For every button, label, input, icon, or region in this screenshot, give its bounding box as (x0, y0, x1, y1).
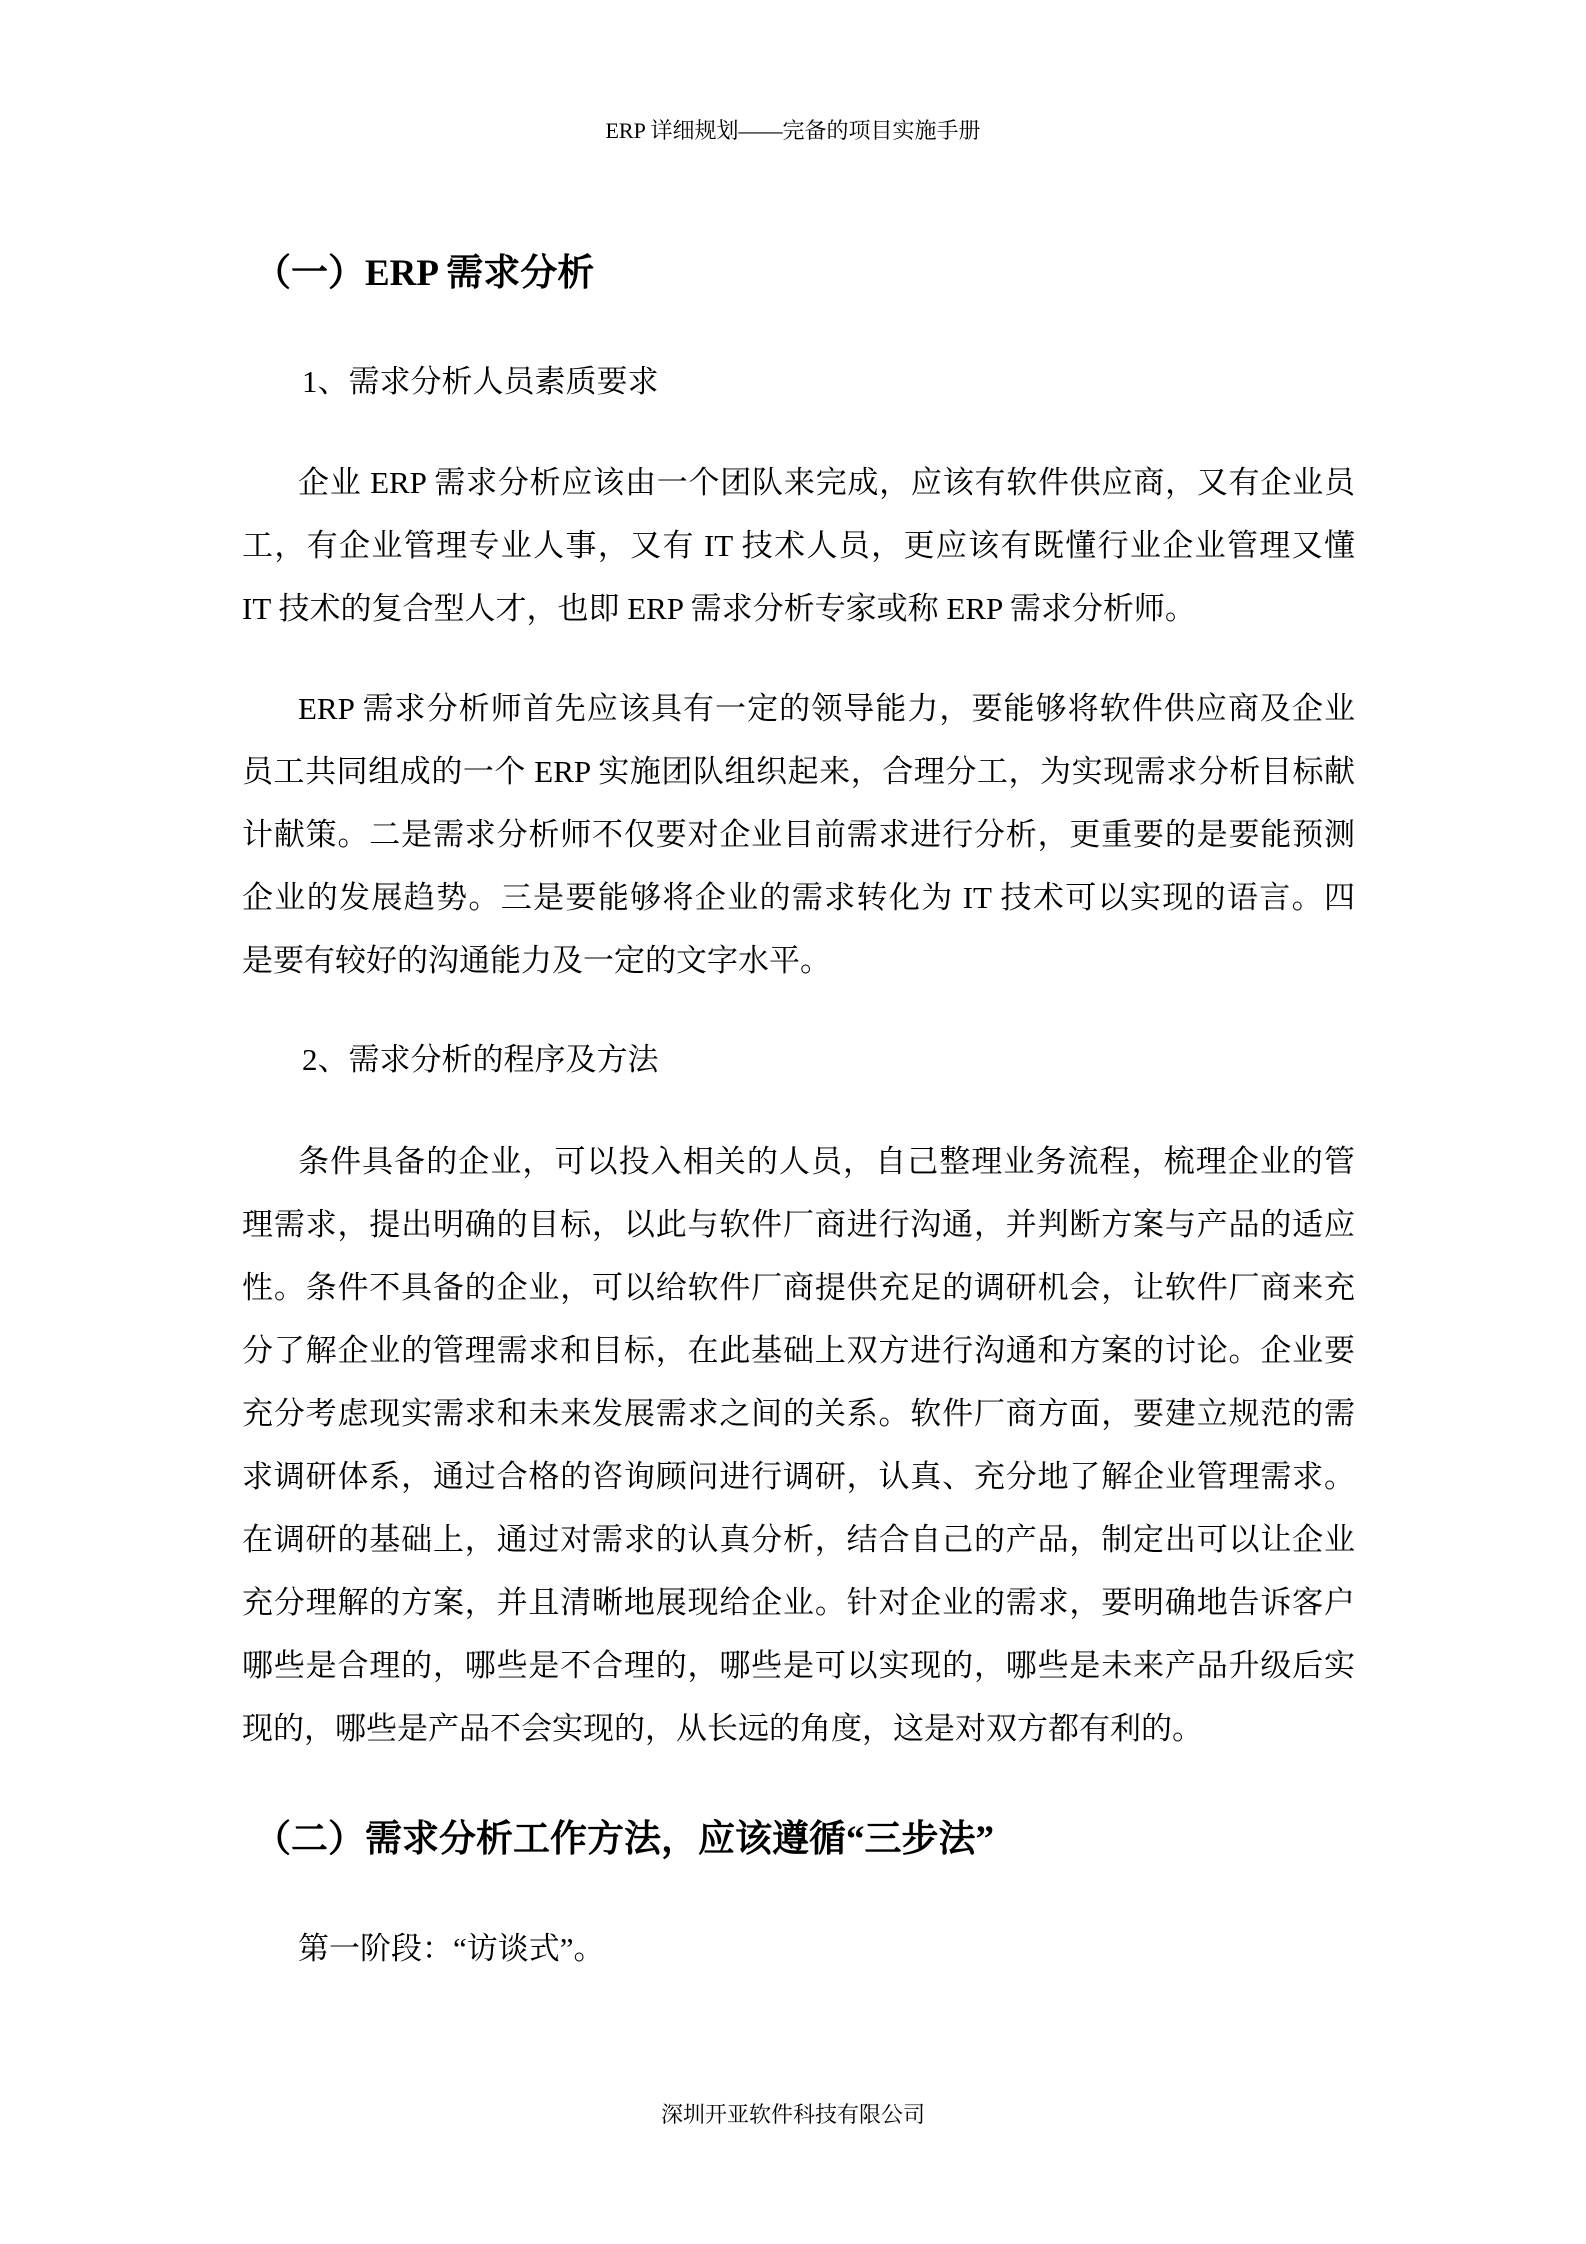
text-line: 条件具备的企业，可以投入相关的人员，自己整理业务流程，梳理企业的管 (298, 1144, 1355, 1179)
text-line: 现的，哪些是产品不会实现的，从长远的角度，这是对双方都有利的。 (242, 1711, 1203, 1746)
text-line: 充分考虑现实需求和未来发展需求之间的关系。软件厂商方面，要建立规范的需 (242, 1396, 1355, 1431)
text-line: 充分理解的方案，并且清晰地展现给企业。针对企业的需求，要明确地告诉客户 (242, 1585, 1355, 1620)
text-line: 在调研的基础上，通过对需求的认真分析，结合自己的产品，制定出可以让企业 (242, 1522, 1355, 1557)
text-line: 企业的发展趋势。三是要能够将企业的需求转化为 IT 技术可以实现的语言。四 (242, 880, 1355, 915)
text-line: ERP 需求分析师首先应该具有一定的领导能力，要能够将软件供应商及企业 (298, 691, 1355, 726)
text-line: 员工共同组成的一个 ERP 实施团队组织起来，合理分工，为实现需求分析目标献 (242, 754, 1355, 789)
paragraph-2 (242, 687, 1355, 1002)
paragraph-1 (242, 461, 1355, 650)
text-line: 计献策。二是需求分析师不仅要对企业目前需求进行分析，更重要的是要能预测 (242, 817, 1355, 852)
text-line: 性。条件不具备的企业，可以给软件厂商提供充足的调研机会，让软件厂商来充 (242, 1270, 1355, 1305)
text-line: IT 技术的复合型人才，也即 ERP 需求分析专家或称 ERP 需求分析师。 (242, 591, 1196, 626)
page-footer: 深圳开亚软件科技有限公司 (660, 2102, 925, 2127)
text-line: 是要有较好的沟通能力及一定的文字水平。 (242, 943, 831, 978)
subheading-2: 2、需求分析的程序及方法 (302, 1042, 659, 1077)
text-line: 分了解企业的管理需求和目标，在此基础上双方进行沟通和方案的讨论。企业要 (242, 1333, 1355, 1368)
page-header: ERP 详细规划——完备的项目实施手册 (605, 118, 981, 143)
stage-1-label: 第一阶段：“访谈式”。 (298, 1931, 605, 1966)
paragraph-3 (242, 1140, 1355, 1770)
text-line: 工，有企业管理专业人事，又有 IT 技术人员，更应该有既懂行业企业管理又懂 (242, 528, 1355, 563)
text-line: 理需求，提出明确的目标，以此与软件厂商进行沟通，并判断方案与产品的适应 (242, 1207, 1355, 1242)
text-line: 企业 ERP 需求分析应该由一个团队来完成，应该有软件供应商，又有企业员 (298, 465, 1355, 500)
section-heading-1: （一）ERP 需求分析 (254, 253, 595, 294)
text-line: 哪些是合理的，哪些是不合理的，哪些是可以实现的，哪些是未来产品升级后实 (242, 1648, 1355, 1683)
section-heading-2: （二）需求分析工作方法，应该遵循“三步法” (254, 1819, 994, 1860)
subheading-1: 1、需求分析人员素质要求 (302, 364, 659, 399)
text-line: 求调研体系，通过合格的咨询顾问进行调研，认真、充分地了解企业管理需求。 (242, 1459, 1355, 1494)
